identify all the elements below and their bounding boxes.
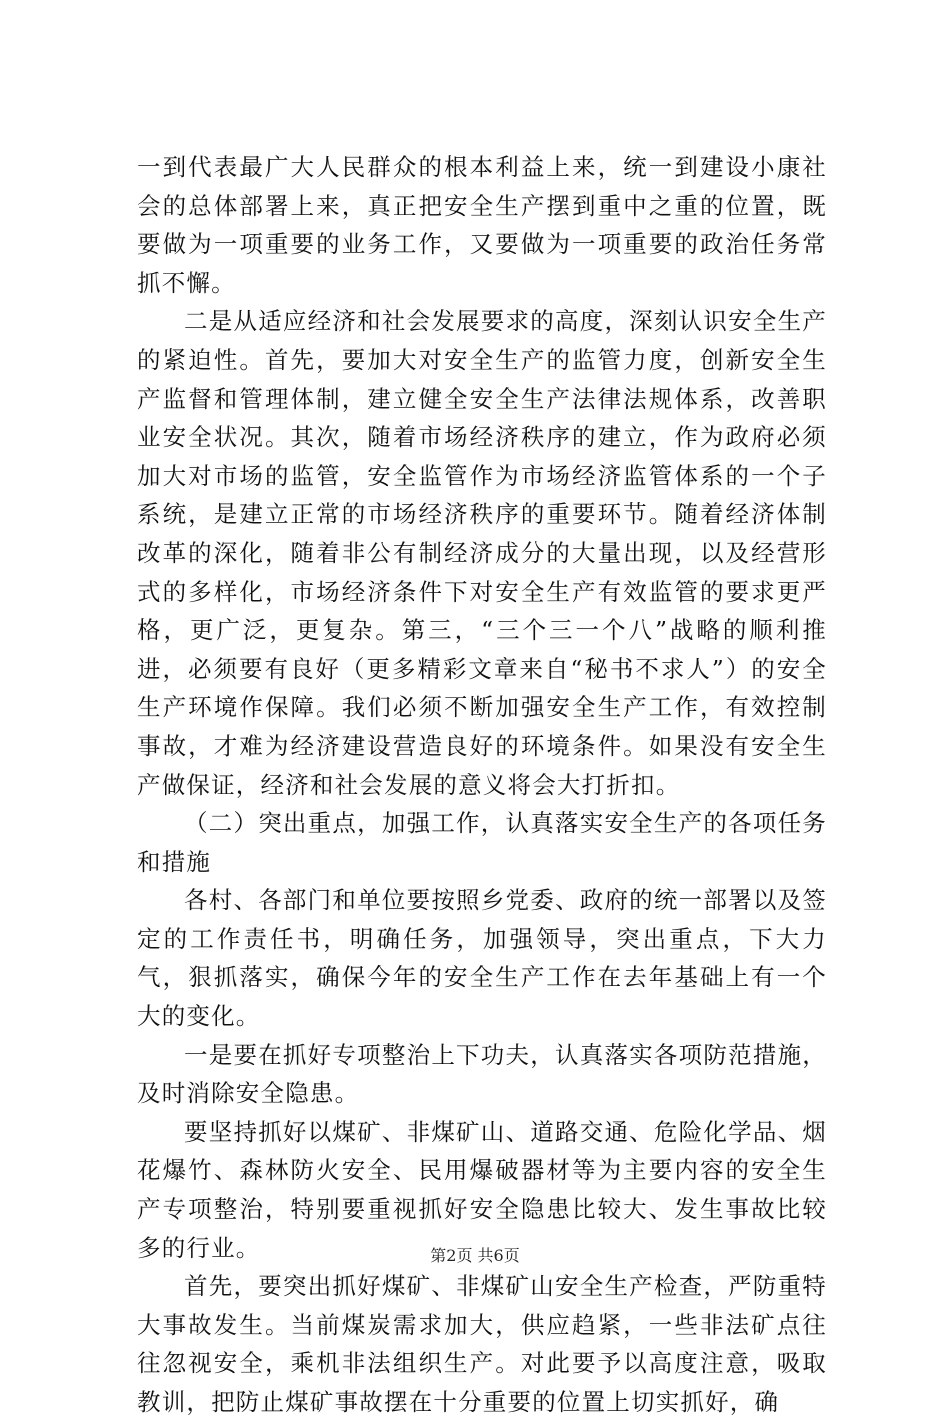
paragraph-point-one: 一是要在抓好专项整治上下功夫，认真落实各项防范措施，及时消除安全隐患。: [137, 1040, 827, 1108]
page-footer: [0, 1246, 950, 1266]
document-body: [137, 148, 827, 1422]
paragraph-departments: 各村、各部门和单位要按照乡党委、政府的统一部署以及签定的工作责任书，明确任务，加强领导，突出重点，下大力气，狠抓落实，确保今年的安全生产工作在去年基础上有一个大的变化。: [137, 886, 827, 1031]
paragraph-point-two: 二是从适应经济和社会发展要求的高度，深刻认识安全生产的紧迫性。首先，要加大对安全生产的监管力度，创新安全生产监督和管理体制，建立健全安全生产法律法规体系，改善职业安全状况。其次，随着市场经济秩序的建立，作为政府必须加大对市场的监管，安全监管作为市场经济监管体系的一个子系统，是建立正常的市场经济秩序的重要环节。随着经济体制改革的深化，随着非公有制经济成分的大量出现，以及经营形式的多样化，市场经济条件下对安全生产有效监管的要求更严格，更广泛，更复杂。第三，“三个三一个八”战略的顺利推进，必须要有良好（更多精彩文章来自“秘书不求人”）的安全生产环境作保障。我们必须不断加强安全生产工作，有效控制事故，才难为经济建设营造良好的环境条件。如果没有安全生产做保证，经济和社会发展的意义将会大打折扣。: [137, 307, 827, 799]
paragraph-special-rectification: 要坚持抓好以煤矿、非煤矿山、道路交通、危险化学品、烟花爆竹、森林防火安全、民用爆破器材等为主要内容的安全生产专项整治，特别要重视抓好安全隐患比较大、发生事故比较多的行业。: [137, 1117, 827, 1262]
paragraph-coal-mine: 首先，要突出抓好煤矿、非煤矿山安全生产检查，严防重特大事故发生。当前煤炭需求加大，供应趋紧，一些非法矿点往往忽视安全，乘机非法组织生产。对此要予以高度注意，吸取教训，把防止煤矿事故摆在十分重要的位置上切实抓好，确: [137, 1272, 827, 1416]
section-heading-two: （二）突出重点，加强工作，认真落实安全生产的各项任务和措施: [137, 809, 827, 876]
paragraph-continuation: 一到代表最广大人民群众的根本利益上来，统一到建设小康社会的总体部署上来，真正把安全生产摆到重中之重的位置，既要做为一项重要的业务工作，又要做为一项重要的政治任务常抓不懈。: [137, 153, 827, 297]
page-number: 第2页 共6页: [430, 1246, 520, 1265]
